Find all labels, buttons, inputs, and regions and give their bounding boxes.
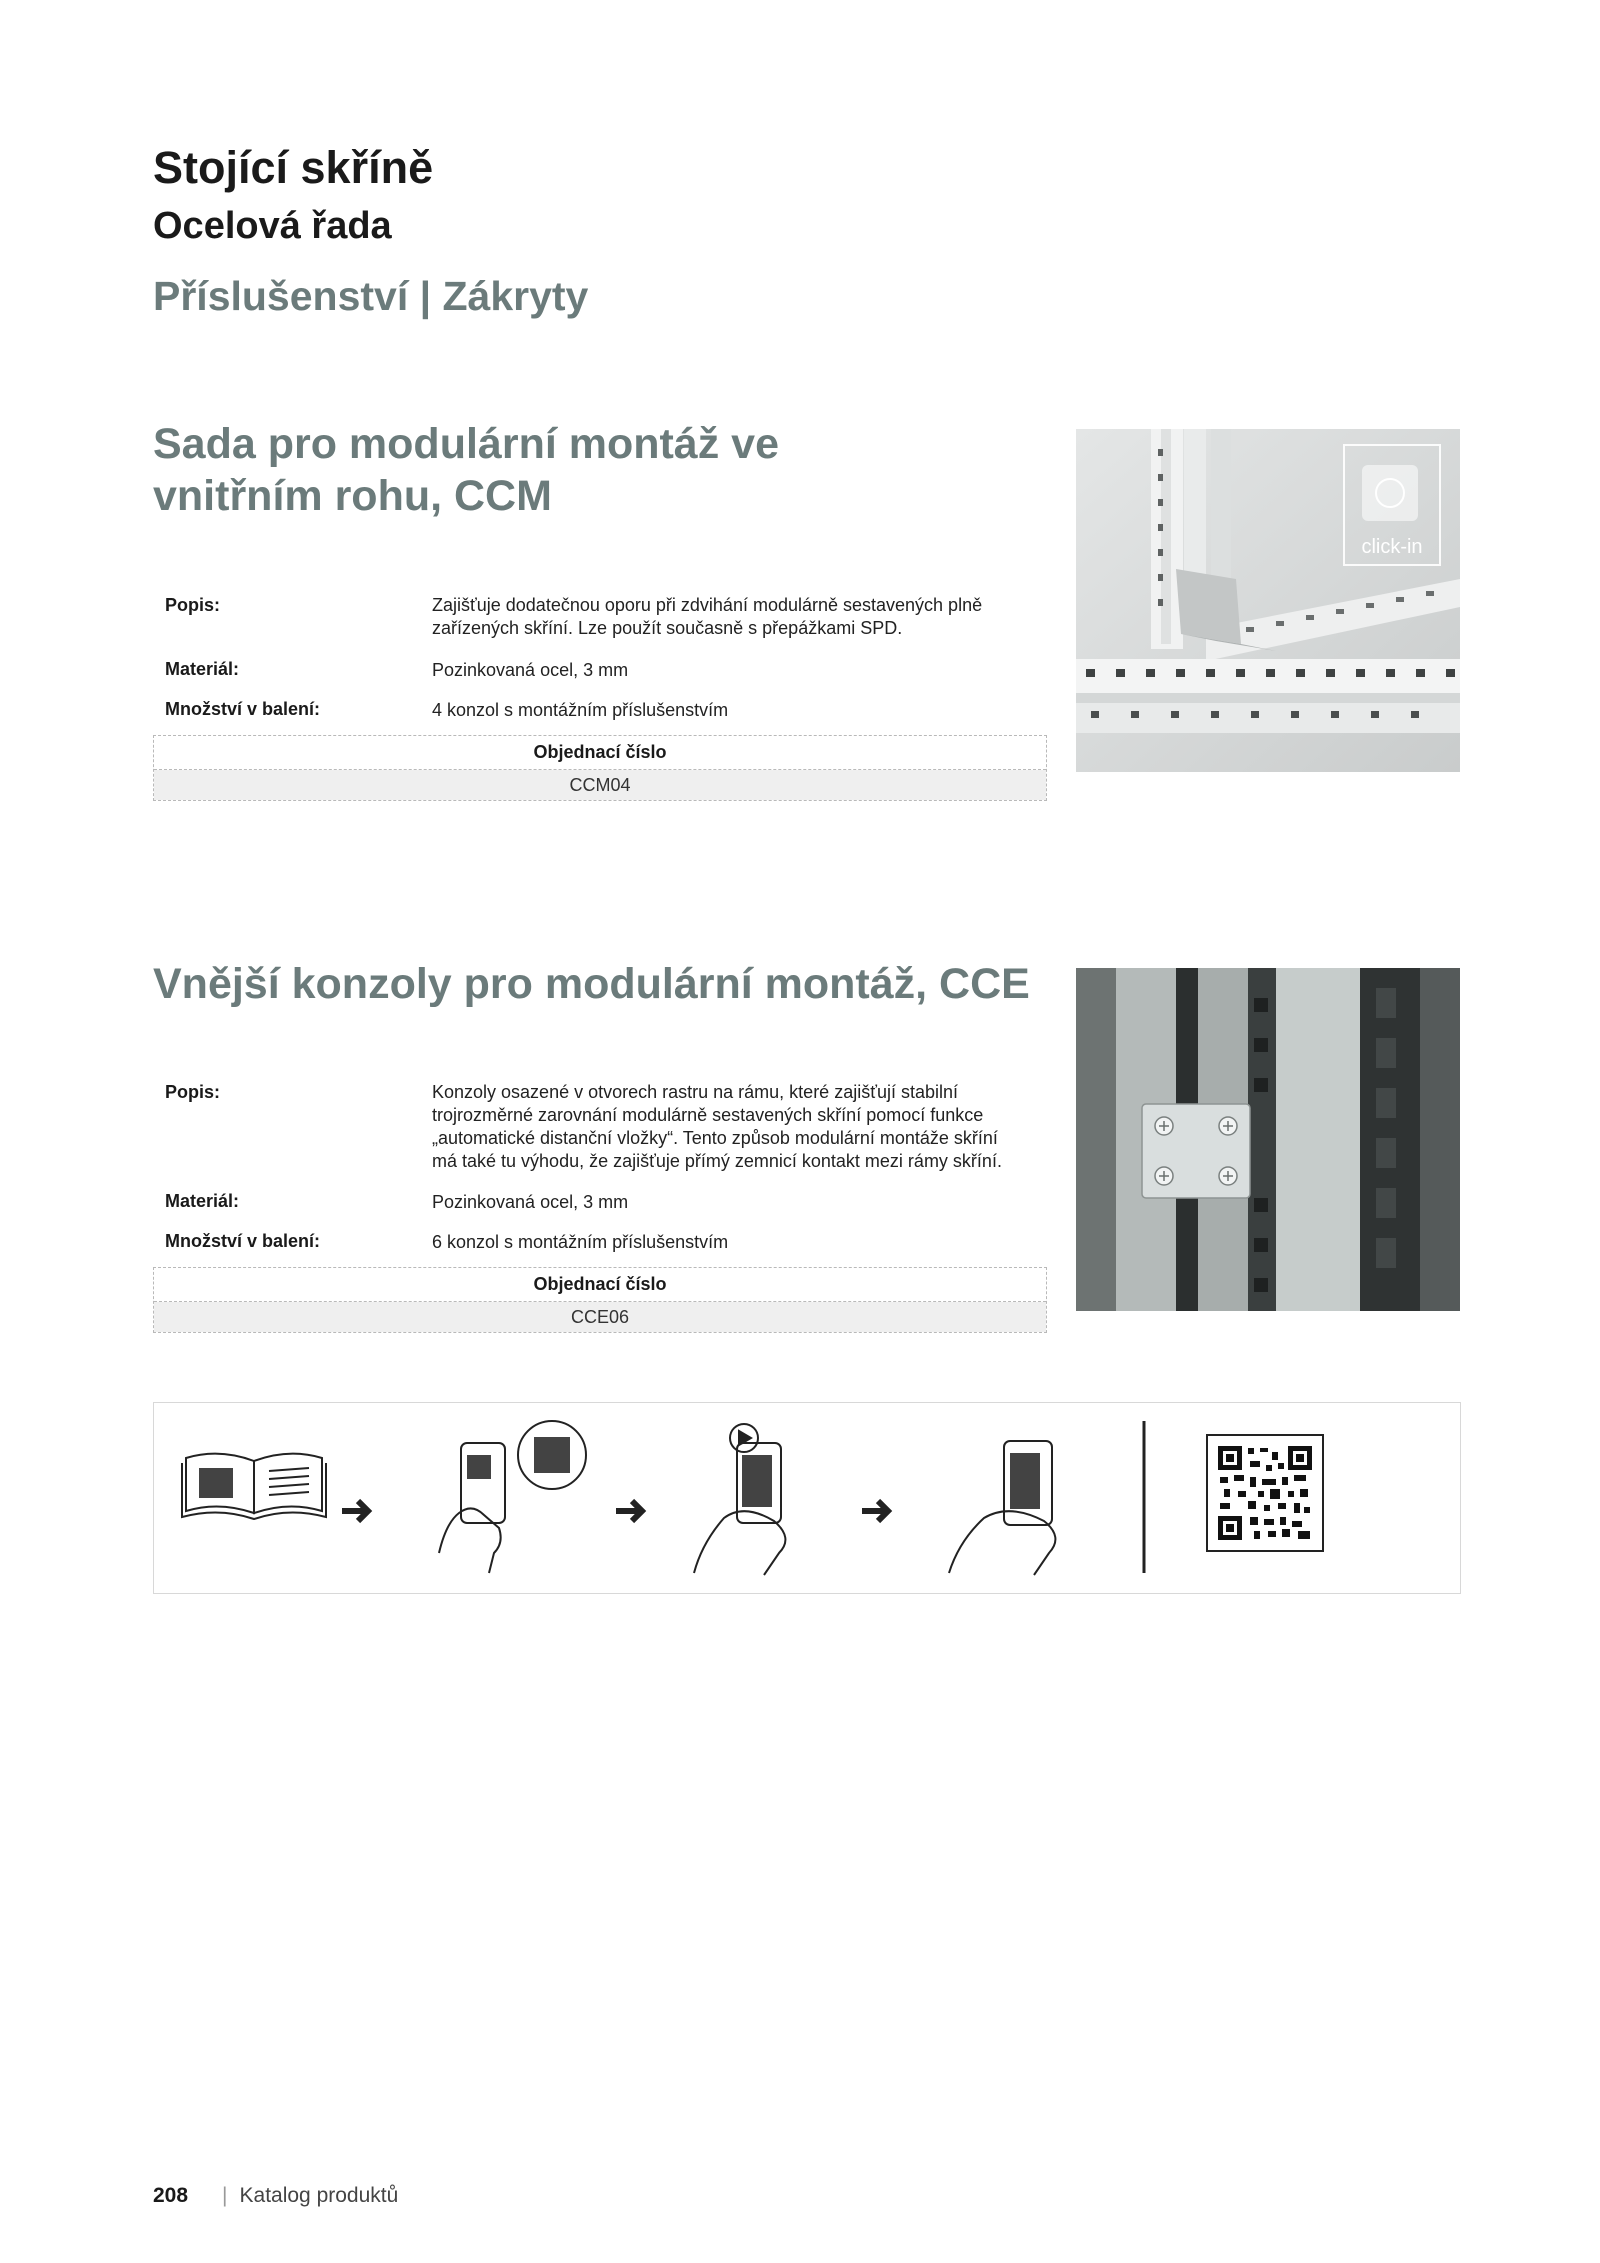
click-in-label: click-in — [1361, 536, 1423, 558]
arrow-icon — [342, 1501, 368, 1521]
qr-code-icon — [1207, 1435, 1323, 1551]
external-bracket-image — [1076, 968, 1460, 1311]
qr-steps-illustration — [154, 1403, 1460, 1593]
desc-line: zařízených skříní. Lze použít současně s přepážkami SPD. — [432, 618, 903, 638]
page-number: 208 — [153, 2184, 189, 2207]
product-photo-cce — [1076, 968, 1460, 1311]
qty-value: 4 konzol s montážním příslušenstvím — [432, 700, 729, 720]
material-label: Materiál: — [165, 1191, 240, 1211]
arrow-icon — [862, 1501, 888, 1521]
desc-label: Popis: — [165, 595, 221, 615]
order-header: Objednací číslo — [154, 1268, 1046, 1302]
order-number: CCE06 — [154, 1302, 1046, 1332]
desc-line: trojrozměrné zarovnání modulárně sestavených skříní pomocí funkce — [432, 1105, 984, 1125]
product-title — [153, 418, 1033, 522]
page-footer — [153, 2184, 398, 2208]
order-header: Objednací číslo — [154, 736, 1046, 770]
phone-video-icon — [694, 1424, 785, 1575]
qty-label: Množství v balení: — [165, 1231, 321, 1251]
phone-scan-qr-icon — [439, 1421, 586, 1573]
product-title-line1: Sada pro modulární montáž ve — [153, 420, 779, 468]
qr-instructions-panel — [153, 1402, 1461, 1594]
desc-value — [432, 1081, 1022, 1173]
catalog-label: Katalog produktů — [239, 2184, 399, 2207]
desc-line: „automatické distanční vložky“. Tento způsob modulární montáže skříní — [432, 1128, 998, 1148]
product-photo-ccm — [1076, 429, 1460, 772]
material-value: Pozinkovaná ocel, 3 mm — [432, 660, 629, 680]
material-label: Materiál: — [165, 659, 240, 679]
order-number: CCM04 — [154, 770, 1046, 800]
desc-line: Zajišťuje dodatečnou oporu při zdvihání modulárně sestavených plně — [432, 595, 983, 615]
qty-label: Množství v balení: — [165, 699, 321, 719]
product-title-line2: vnitřním rohu, CCM — [153, 472, 552, 520]
desc-line: Konzoly osazené v otvorech rastru na rámu, které zajišťují stabilní — [432, 1082, 958, 1102]
phone-view-icon — [949, 1441, 1055, 1575]
open-book-icon — [182, 1454, 326, 1519]
order-table — [153, 1267, 1047, 1333]
desc-value — [432, 594, 1022, 640]
product-title: Vnější konzoly pro modulární montáž, CCE — [153, 960, 1030, 1008]
desc-line: má také tu výhodu, že zajišťuje přímý zemnicí kontakt mezi rámy skříní. — [432, 1151, 1002, 1171]
qty-value: 6 konzol s montážním příslušenstvím — [432, 1232, 729, 1252]
footer-separator: | — [222, 2184, 228, 2207]
material-value: Pozinkovaná ocel, 3 mm — [432, 1192, 629, 1212]
arrow-icon — [616, 1501, 642, 1521]
page-title: Stojící skříně — [153, 142, 434, 193]
corner-bracket-image — [1076, 429, 1460, 772]
desc-label: Popis: — [165, 1082, 221, 1102]
page-subtitle: Ocelová řada — [153, 205, 392, 247]
order-table — [153, 735, 1047, 801]
page-category: Příslušenství | Zákryty — [153, 273, 589, 319]
